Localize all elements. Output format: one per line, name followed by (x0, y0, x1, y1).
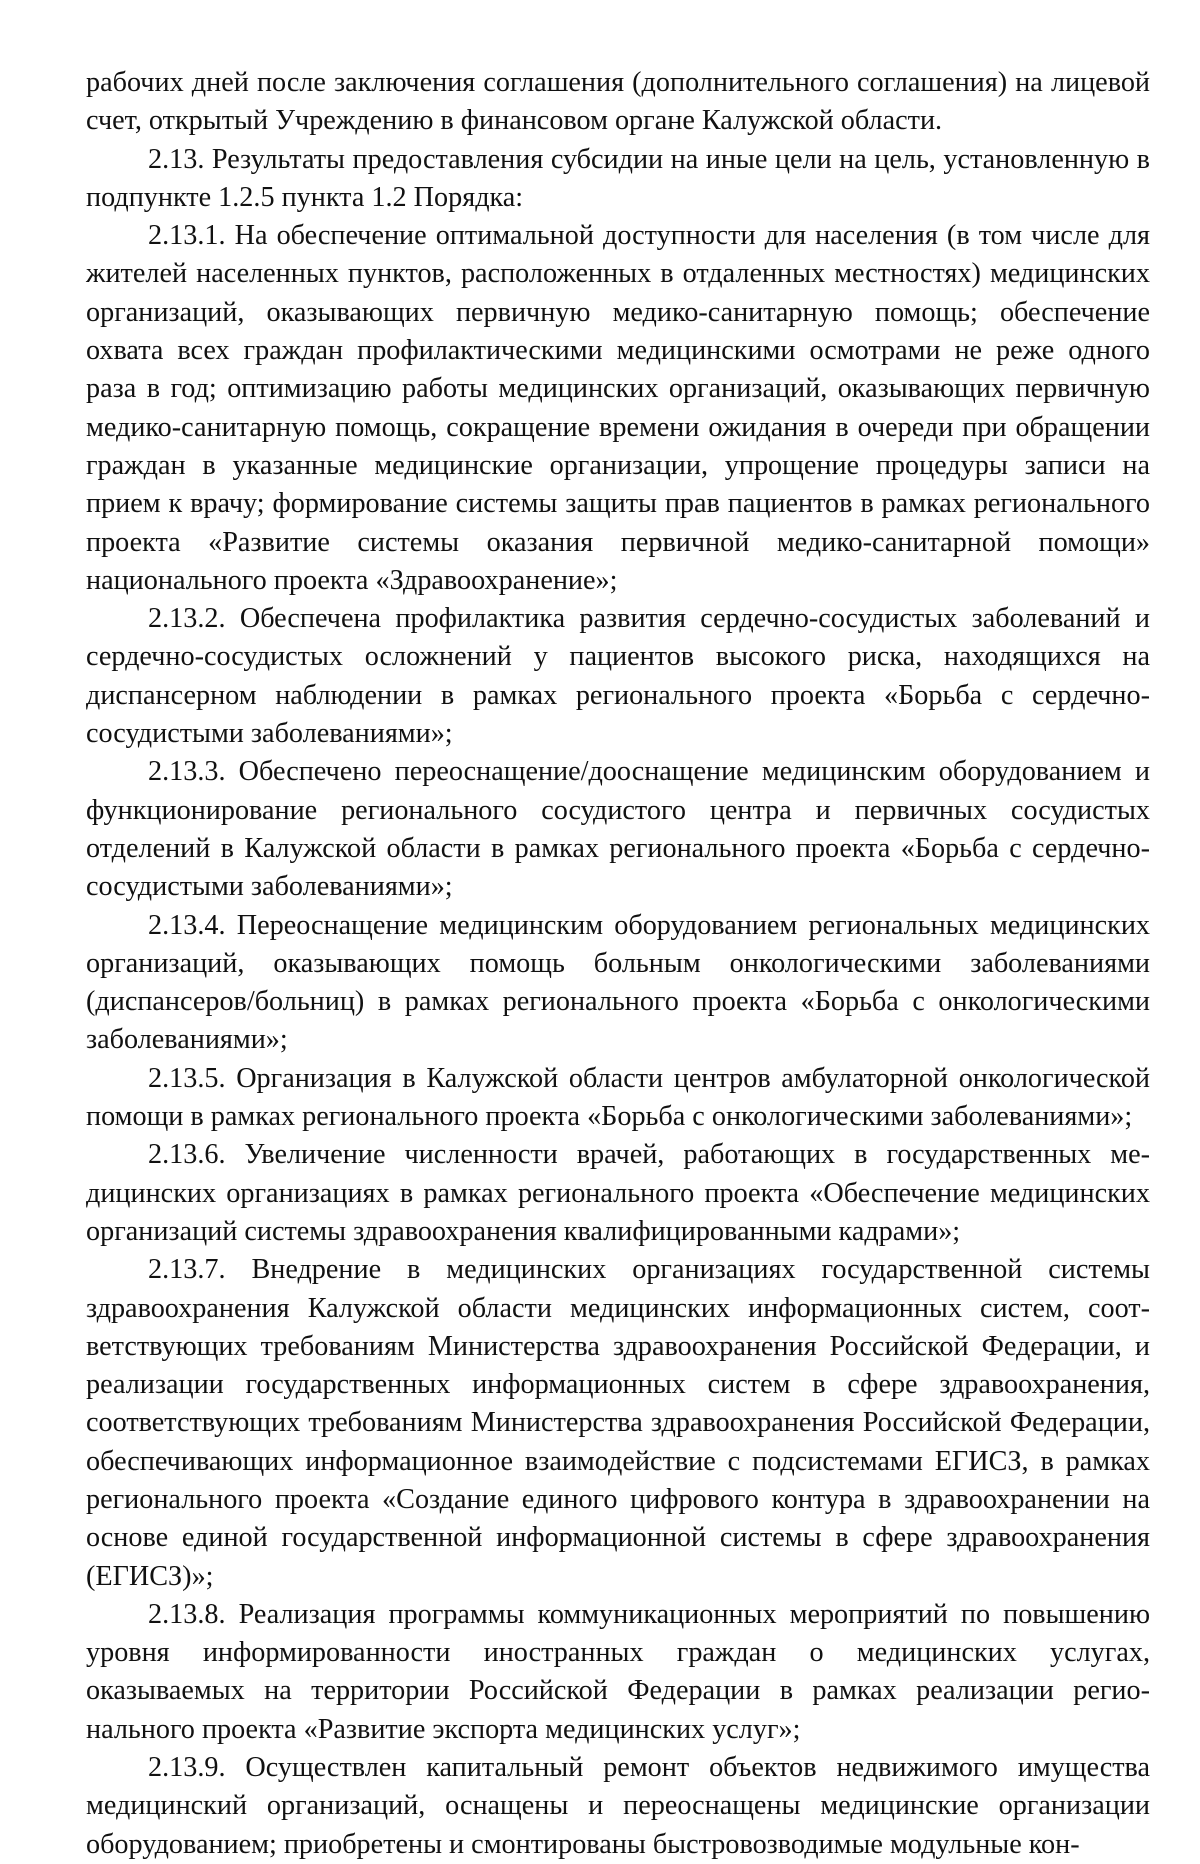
paragraph-2-13-4: 2.13.4. Переоснащение медицинским оборудованием региональных медицинских организаций, оказывающих помощь больным онкологическими заболеваниями (диспансеров/больниц) в рамках регионального проекта «Борьба с онкологическими заболеваниями»; (86, 909, 1150, 1056)
paragraph-2-13: 2.13. Результаты предоставления субсидии на иные цели на цель, установленную в подпункте 1.2.5 пункта 1.2 Порядка: (86, 143, 1150, 213)
paragraph-2-13-7: 2.13.7. Внедрение в медицинских организациях государственной системы здравоохранения Калужской области медицинских информационных систем, соответствующих требованиям Министерства здравоохранения Российской Федерации, и реализации государственных информационных систем в сфере здравоохранения, соответствующих требованиям Министерства здравоохранения Российской Федерации, обеспечивающих информационное взаимодействие с подсистемами ЕГИСЗ, в рамках регионального проекта «Создание единого цифрового контура в здравоохранении на основе единой государственной информационной системы в сфере здравоохранения (ЕГИСЗ)»; (86, 1254, 1150, 1592)
paragraph-continuation: рабочих дней после заключения соглашения (дополнительного соглашения) на лицевой счет, открытый Учреждению в финансовом органе Калужской области. (86, 67, 1150, 137)
paragraph-2-13-6: 2.13.6. Увеличение численности врачей, работающих в государственных медицинских организациях в рамках регионального проекта «Обеспечение медицинских организаций системы здравоохранения квалифицированными кадрами»; (86, 1139, 1150, 1247)
paragraph-2-13-9: 2.13.9. Осуществлен капитальный ремонт объектов недвижимого имущества медицинский организаций, оснащены и переоснащены медицинские организации оборудованием; приобретены и смонтированы быстровозводимые модульные кон- (86, 1752, 1150, 1860)
document-page (86, 64, 1150, 1864)
paragraph-2-13-2: 2.13.2. Обеспечена профилактика развития сердечно-сосудистых заболеваний и сердечно-сосудистых осложнений у пациентов высокого риска, находящихся на диспансерном наблюдении в рамках регионального проекта «Борьба с сердечно-сосудистыми заболеваниями»; (86, 603, 1150, 750)
paragraph-2-13-8: 2.13.8. Реализация программы коммуникационных мероприятий по повышению уровня информированности иностранных граждан о медицинских услугах, оказываемых на территории Российской Федерации в рамках реализации регионального проекта «Развитие экспорта медицинских услуг»; (86, 1598, 1150, 1745)
paragraph-2-13-3: 2.13.3. Обеспечено переоснащение/дооснащение медицинским оборудованием и функционирование регионального сосудистого центра и первичных сосудистых отделений в Калужской области в рамках регионального проекта «Борьба с сердечно-сосудистыми заболеваниями»; (86, 756, 1150, 903)
paragraph-2-13-1: 2.13.1. На обеспечение оптимальной доступности для населения (в том числе для жителей населенных пунктов, расположенных в отдаленных местностях) медицинских организаций, оказывающих первичную медико-санитарную помощь; обеспечение охвата всех граждан профилактическими медицинскими осмотрами не реже одного раза в год; оптимизацию работы медицинских организаций, оказывающих первичную медико-санитарную помощь, сокращение времени ожидания в очереди при обращении граждан в указанные медицинские организации, упрощение процедуры записи на прием к врачу; формирование системы защиты прав пациентов в рамках регионального проекта «Развитие системы оказания первичной медико-санитарной помощи» национального проекта «Здравоохранение»; (86, 220, 1150, 596)
paragraph-2-13-5: 2.13.5. Организация в Калужской области центров амбулаторной онкологической помощи в рамках регионального проекта «Борьба с онкологическими заболеваниями»; (86, 1062, 1150, 1133)
